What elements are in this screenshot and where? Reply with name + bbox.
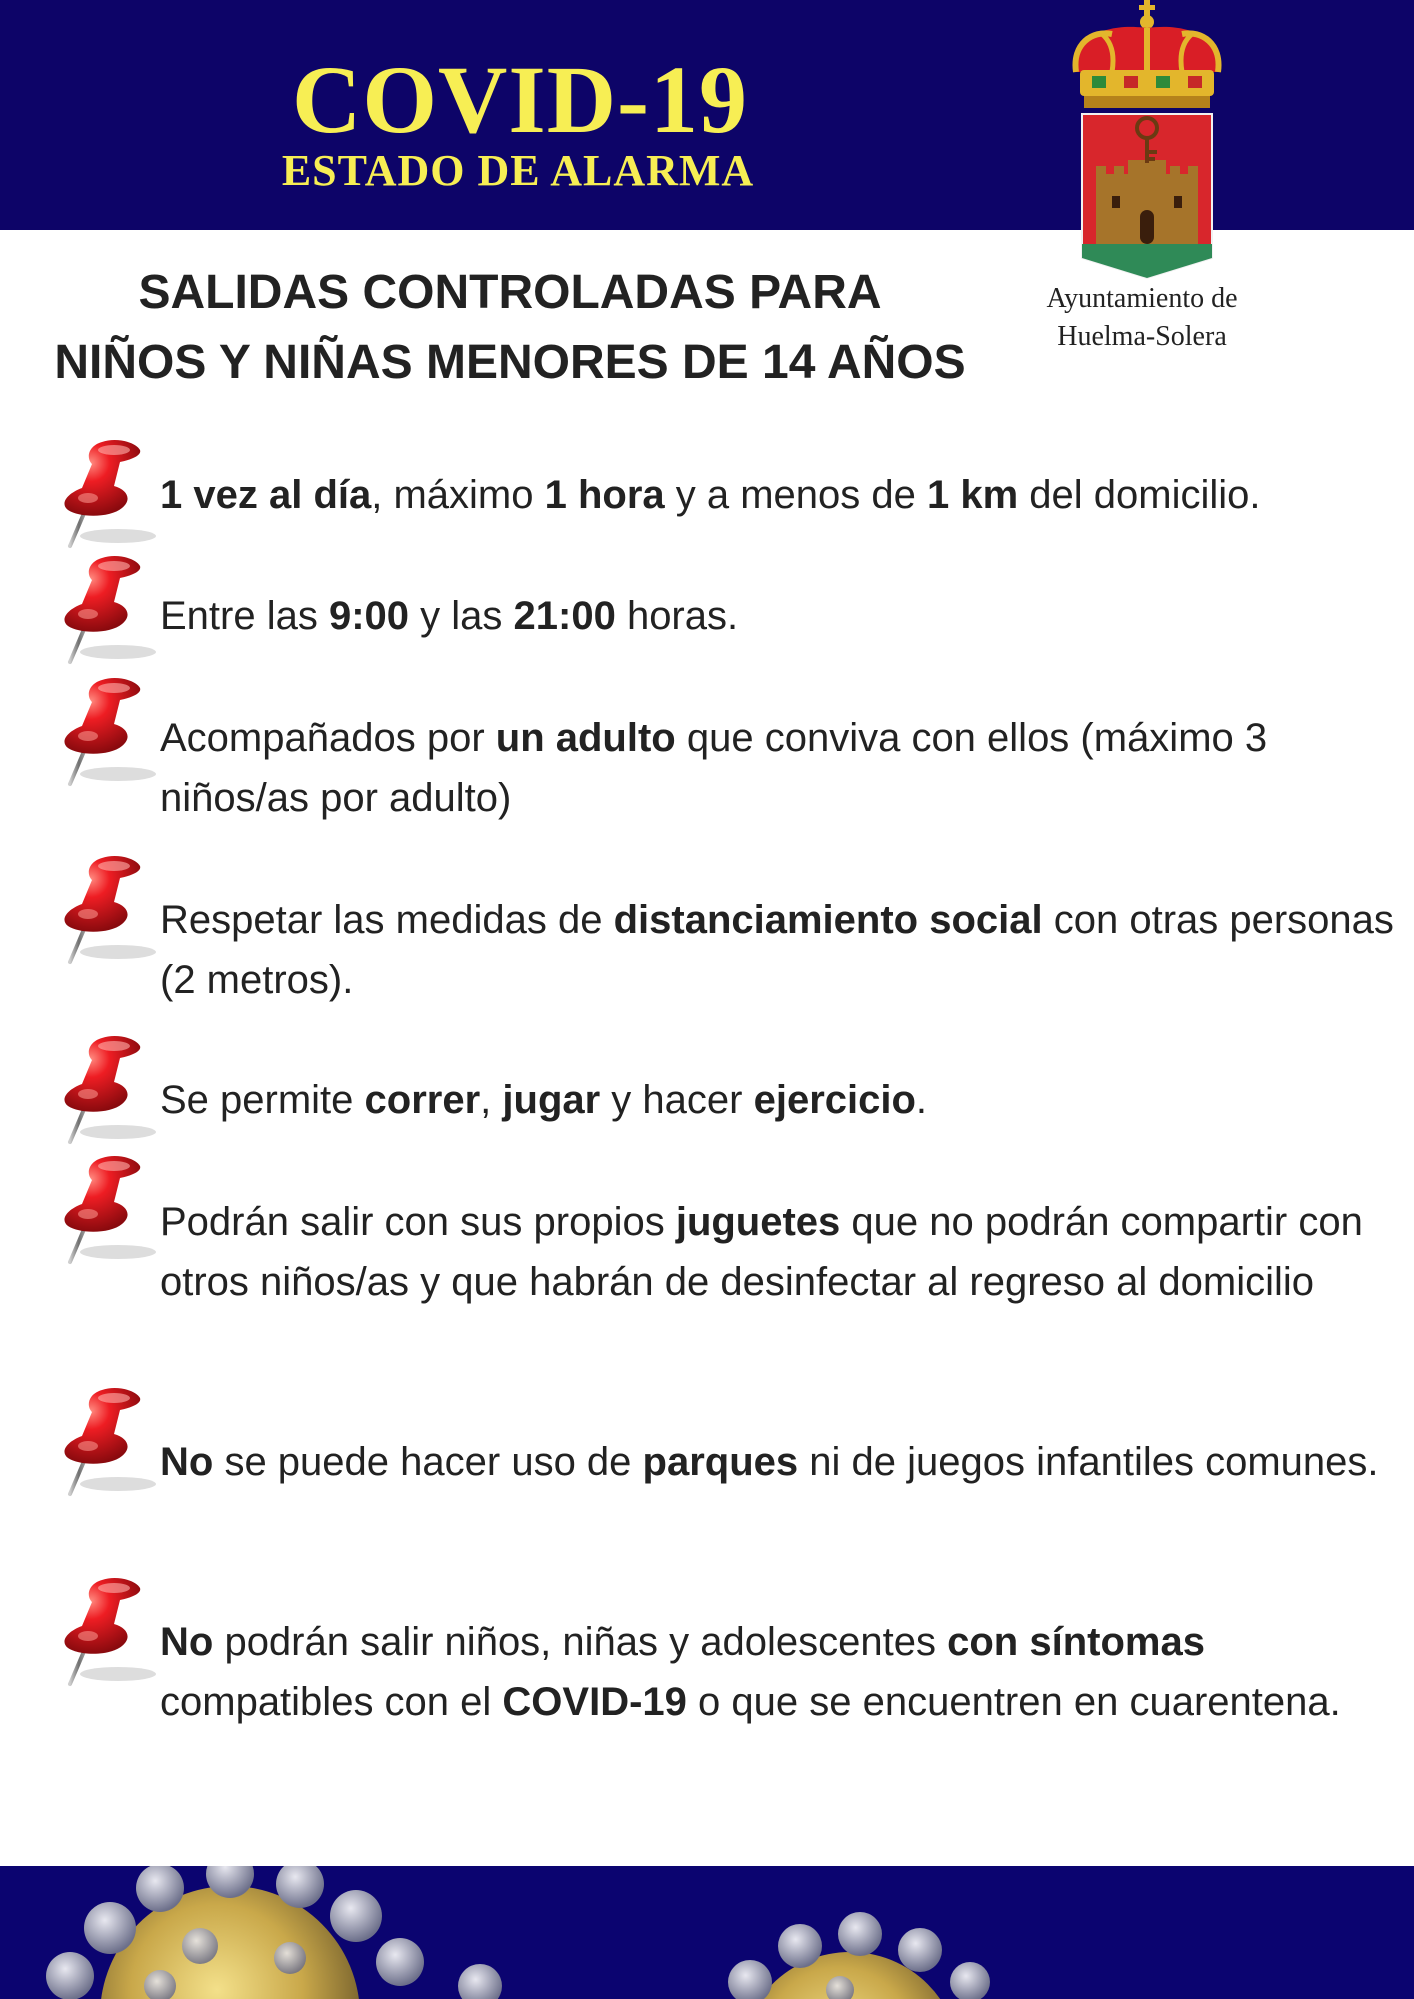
- main-heading-line-2: NIÑOS Y NIÑAS MENORES DE 14 AÑOS: [54, 336, 966, 389]
- rule-segment: ,: [480, 1078, 503, 1122]
- rule-segment: que conviva con ellos (máximo 3 niños/as por adulto): [160, 716, 1268, 820]
- rule-item: [160, 465, 1400, 525]
- rule-segment: con otras personas (2 metros).: [160, 898, 1394, 1002]
- rule-text: [160, 1192, 1400, 1312]
- rule-emphasis: correr: [364, 1078, 481, 1122]
- rule-emphasis: distanciamiento social: [613, 898, 1043, 942]
- rule-segment: Podrán salir con sus propios: [160, 1200, 676, 1244]
- page-subtitle: ESTADO DE ALARMA: [281, 146, 755, 195]
- pushpin-icon: [58, 1386, 156, 1504]
- rule-text: [160, 1612, 1400, 1732]
- rule-item: [160, 586, 1400, 646]
- footer-banner: [0, 1866, 1414, 1999]
- rule-segment: que no podrán compartir con otros niños/as y que habrán de desinfectar al regreso al domicilio: [160, 1200, 1363, 1304]
- rule-emphasis: 9:00: [328, 594, 410, 638]
- rule-segment: del domicilio.: [1018, 473, 1261, 517]
- rule-segment: ni de juegos infantiles comunes.: [798, 1440, 1379, 1484]
- rule-emphasis: juguetes: [675, 1200, 841, 1244]
- rule-segment: y a menos de: [664, 473, 928, 517]
- municipality-line-1: Ayuntamiento de: [1046, 283, 1238, 314]
- rule-segment: podrán salir niños, niñas y adolescentes: [213, 1620, 948, 1664]
- rule-emphasis: parques: [642, 1440, 799, 1484]
- municipality-line-2: Huelma-Solera: [1057, 321, 1227, 352]
- pushpin-icon: [58, 554, 156, 672]
- municipality-name: [992, 280, 1292, 356]
- rule-emphasis: jugar: [502, 1078, 601, 1122]
- rule-emphasis: 1 km: [927, 473, 1019, 517]
- rule-emphasis: No: [160, 1440, 214, 1484]
- rule-item: [160, 1612, 1400, 1732]
- rule-emphasis: 1 vez al día: [160, 473, 372, 517]
- pushpin-icon: [58, 1034, 156, 1152]
- rule-text: [160, 890, 1400, 1010]
- rule-item: [160, 890, 1400, 1010]
- rule-segment: Entre las: [160, 594, 329, 638]
- rule-emphasis: No: [160, 1620, 214, 1664]
- rule-segment: horas.: [615, 594, 739, 638]
- rule-segment: y hacer: [600, 1078, 754, 1122]
- coat-of-arms-icon: [1062, 0, 1232, 285]
- rule-emphasis: ejercicio: [753, 1078, 916, 1122]
- rule-segment: .: [915, 1078, 928, 1122]
- rule-segment: compatibles con el: [160, 1680, 503, 1724]
- rule-item: [160, 1432, 1400, 1492]
- pushpin-icon: [58, 1576, 156, 1694]
- rule-emphasis: con síntomas: [947, 1620, 1205, 1664]
- rule-segment: y las: [409, 594, 514, 638]
- rule-text: [160, 1070, 1400, 1130]
- rule-segment: se puede hacer uso de: [213, 1440, 643, 1484]
- rule-item: [160, 1192, 1400, 1312]
- pushpin-icon: [58, 676, 156, 794]
- main-heading-line-1: SALIDAS CONTROLADAS PARA: [138, 266, 882, 319]
- rule-emphasis: 21:00: [513, 594, 616, 638]
- rule-text: [160, 586, 1400, 646]
- pushpin-icon: [58, 854, 156, 972]
- rule-text: [160, 465, 1400, 525]
- main-heading: [10, 258, 1010, 398]
- coronavirus-icon: [0, 1866, 1414, 1999]
- rule-emphasis: 1 hora: [544, 473, 665, 517]
- rule-text: [160, 1432, 1400, 1492]
- rule-emphasis: un adulto: [495, 716, 676, 760]
- rule-text: [160, 708, 1400, 828]
- page-title: COVID-19: [292, 46, 748, 153]
- rule-segment: Se permite: [160, 1078, 365, 1122]
- pushpin-icon: [58, 438, 156, 556]
- rule-segment: , máximo: [371, 473, 545, 517]
- rule-item: [160, 1070, 1400, 1130]
- pushpin-icon: [58, 1154, 156, 1272]
- rule-segment: Respetar las medidas de: [160, 898, 614, 942]
- rule-emphasis: COVID-19: [502, 1680, 687, 1724]
- rule-segment: Acompañados por: [160, 716, 496, 760]
- rule-segment: o que se encuentren en cuarentena.: [686, 1680, 1341, 1724]
- rule-item: [160, 708, 1400, 828]
